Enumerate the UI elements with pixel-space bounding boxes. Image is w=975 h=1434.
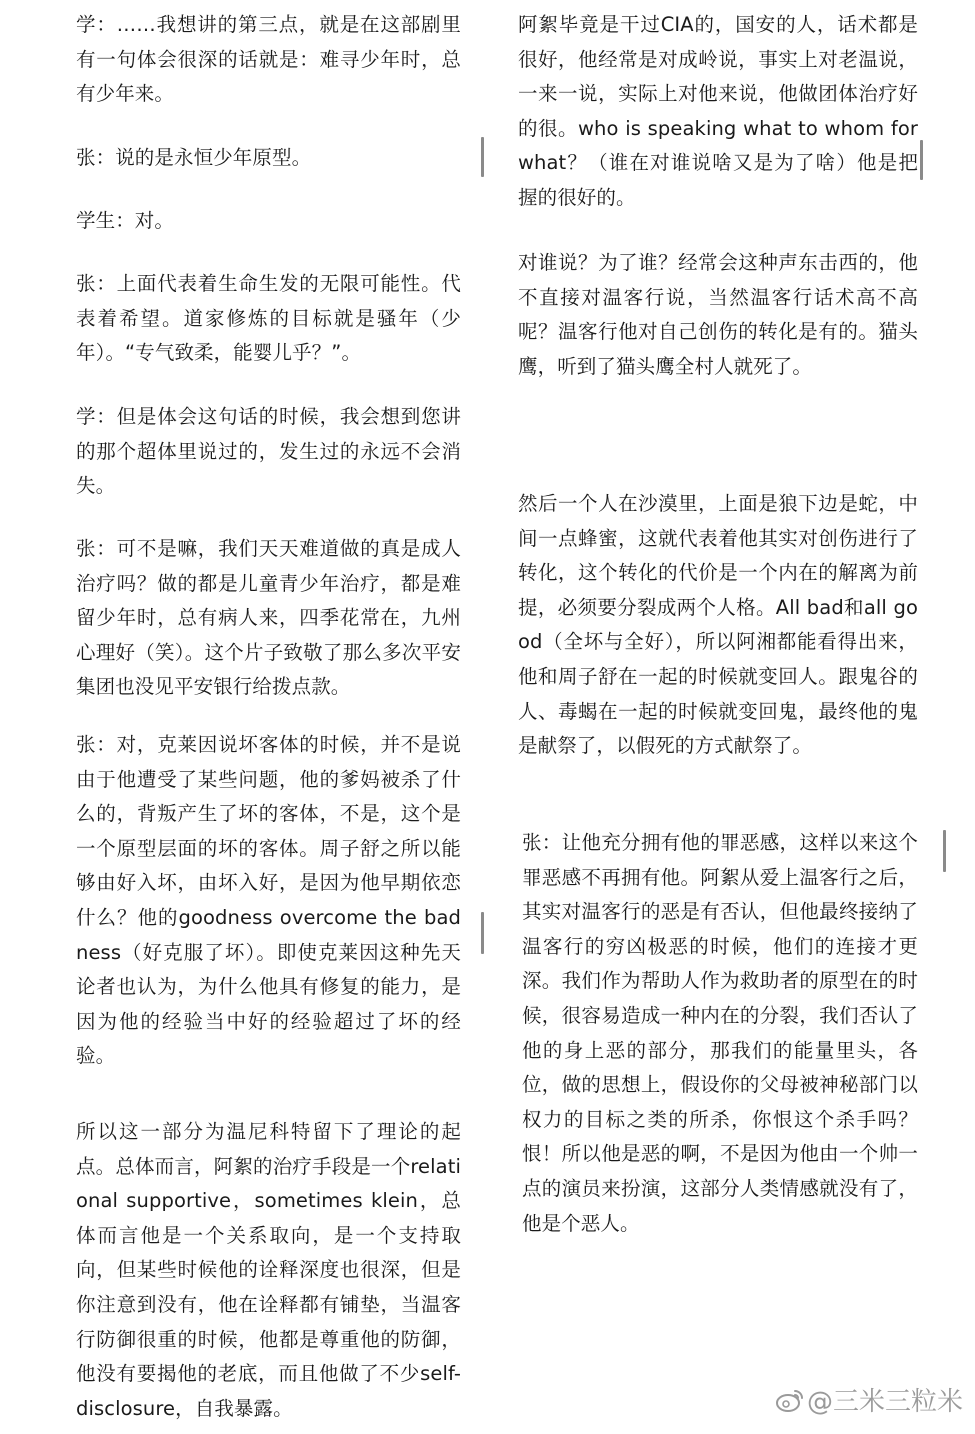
watermark [775, 1381, 963, 1418]
watermark-text: @三米三粒米 [806, 1387, 963, 1417]
weibo-icon [775, 1387, 805, 1413]
left-paragraph-6: 张：可不是嘛，我们天天难道做的真是成人治疗吗？做的都是儿童青少年治疗，都是难留少年时，总有病人来，四季花常在，九州心理好（笑）。这个片子致敬了那么多次平安集团也没见平安银行给拨点款。 [76, 537, 461, 699]
divider-mark [481, 137, 484, 177]
left-paragraph-2: 张：说的是永恒少年原型。 [76, 146, 312, 169]
right-paragraph-4: 张：让他充分拥有他的罪恶感，这样以来这个罪恶感不再拥有他。阿絮从爱上温客行之后，其实对温客行的恶是有否认，但他最终接纳了温客行的穷凶极恶的时候，他们的连接才更深。我们作为帮助人作为救助者的原型在的时候，很容易造成一种内在的分裂，我们否认了他的身上恶的部分，那我们的能量里头，各位，做的思想上，假设你的父母被神秘部门以权力的目标之类的所杀，你恨这个杀手吗？恨！所以他是恶的啊，不是因为他由一个帅一点的演员来扮演，这部分人类情感就没有了，他是个恶人。 [522, 831, 918, 1235]
left-paragraph-4: 张：上面代表着生命生发的无限可能性。代表着希望。道家修炼的目标就是骚年（少年）。“专气致柔，能婴儿乎？”。 [76, 272, 461, 365]
divider-mark [481, 912, 484, 954]
divider-mark [943, 830, 946, 872]
divider-mark [920, 140, 923, 180]
right-paragraph-1: 阿絮毕竟是干过CIA的，国安的人，话术都是很好，他经常是对成岭说，事实上对老温说，一来一说，实际上对他来说，他做团体治疗好的很。who is speaking what to whom for what？（谁在对谁说啥又是为了啥）他是把握的很好的。 [518, 13, 918, 209]
left-paragraph-5: 学：但是体会这句话的时候，我会想到您讲的那个超体里说过的，发生过的永远不会消失。 [76, 405, 461, 498]
left-paragraph-1: 学：……我想讲的第三点，就是在这部剧里有一句体会很深的话就是：难寻少年时，总有少年来。 [76, 13, 461, 106]
left-paragraph-3: 学生：对。 [76, 209, 175, 232]
right-paragraph-2: 对谁说？为了谁？经常会这种声东击西的，他不直接对温客行说，当然温客行话术高不高呢？温客行他对自己创伤的转化是有的。猫头鹰，听到了猫头鹰全村人就死了。 [518, 251, 918, 378]
right-paragraph-3: 然后一个人在沙漠里，上面是狼下边是蛇，中间一点蜂蜜，这就代表着他其实对创伤进行了转化，这个转化的代价是一个内在的解离为前提，必须要分裂成两个人格。All bad和all good（全坏与全好），所以阿湘都能看得出来，他和周子舒在一起的时候就变回人。跟鬼谷的人、毒蝎在一起的时候就变回鬼，最终他的鬼是献祭了，以假死的方式献祭了。 [518, 492, 918, 758]
left-paragraph-7: 张：对，克莱因说坏客体的时候，并不是说由于他遭受了某些问题，他的爹妈被杀了什么的，背叛产生了坏的客体，不是，这个是一个原型层面的坏的客体。周子舒之所以能够由好入坏，由坏入好，是因为他早期依恋什么？他的goodness overcome the badness（好克服了坏）。即使克莱因这种先天论者也认为，为什么他具有修复的能力，是因为他的经验当中好的经验超过了坏的经验。 [76, 733, 461, 1068]
left-paragraph-8: 所以这一部分为温尼科特留下了理论的起点。总体而言，阿絮的治疗手段是一个relational supportive，sometimes klein，总体而言他是一个关系取向，是一个支持取向，但某些时候他的诠释深度也很深，但是你注意到没有，他在诠释都有铺垫，当温客行防御很重的时候，他都是尊重他的防御，他没有要揭他的老底，而且他做了不少self-disclosure，自我暴露。 [76, 1120, 461, 1420]
